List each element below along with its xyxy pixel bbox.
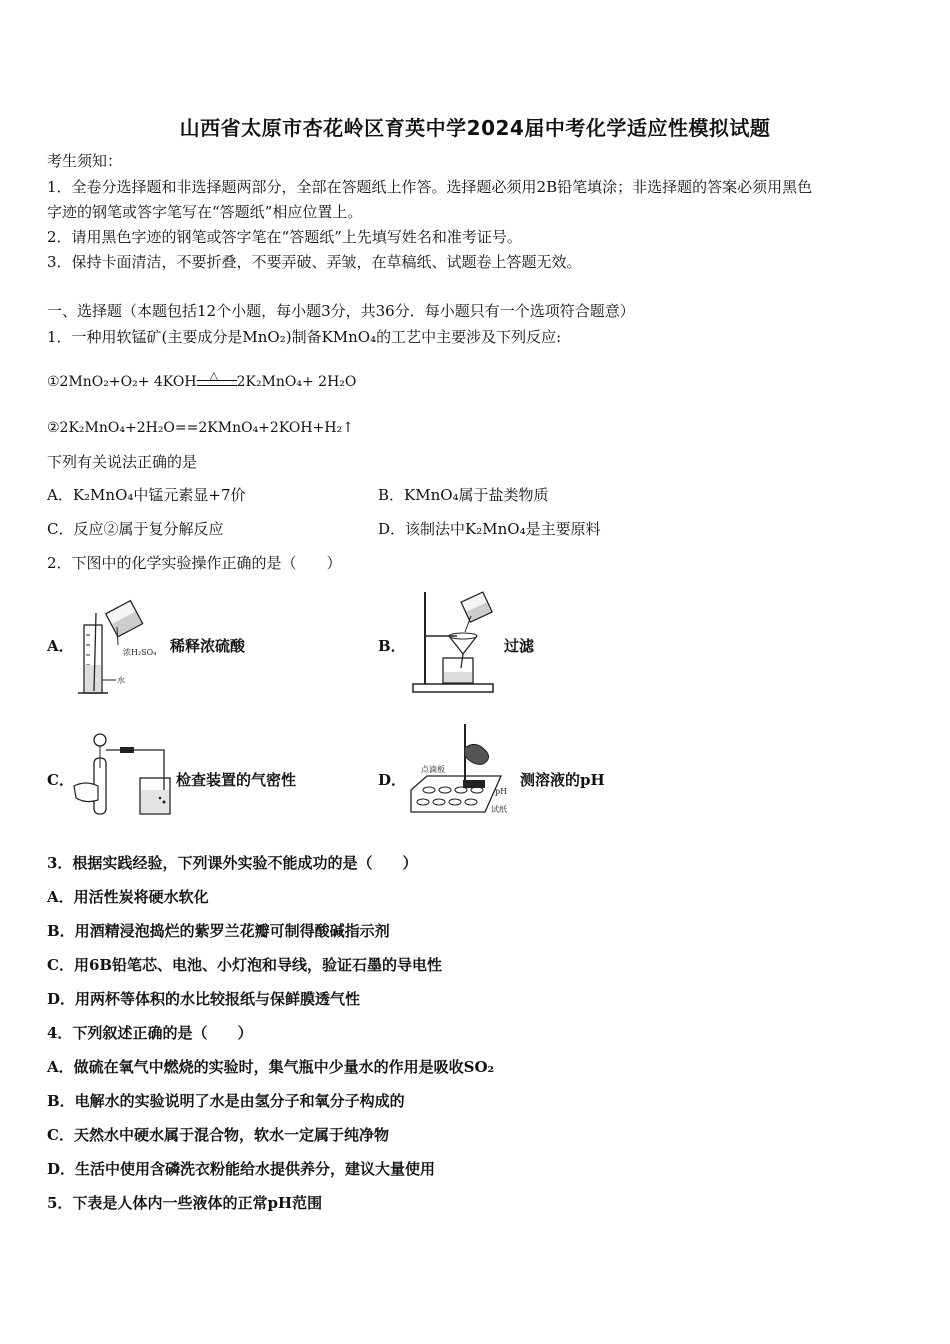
q2-option-b-caption: 过滤 — [504, 637, 535, 655]
label-ph: pH — [495, 787, 508, 796]
q4-option-c: C．天然水中硬水属于混合物，软水一定属于纯净物 — [47, 1126, 389, 1144]
q1-equation-2: ②2K₂MnO₄+2H₂O==2KMnO₄+2KOH+H₂↑ — [47, 420, 354, 436]
airtightness-figure — [72, 728, 172, 820]
q1-stem: 1．一种用软锰矿(主要成分是MnO₂)制备KMnO₄的工艺中主要涉及下列反应: — [47, 328, 562, 346]
q1-prompt: 下列有关说法正确的是 — [47, 453, 198, 471]
heat-condition — [197, 369, 237, 386]
q2-option-a-caption: 稀释浓硫酸 — [170, 637, 246, 655]
q2-option-c-letter: C． — [47, 771, 74, 789]
q3-option-a: A．用活性炭将硬水软化 — [47, 888, 209, 906]
q1-option-a: A．K₂MnO₄中锰元素显+7价 — [47, 486, 246, 504]
q1-option-c: C．反应②属于复分解反应 — [47, 520, 224, 538]
notice-item-3: 3．保持卡面清洁，不要折叠，不要弄破、弄皱，在草稿纸、试题卷上答题无效。 — [47, 253, 582, 271]
q1-equation-1 — [47, 369, 357, 392]
label-concentrated-acid: 浓H₂SO₄ — [123, 648, 157, 657]
q2-option-c-caption: 检查装置的气密性 — [176, 771, 297, 789]
notice-item-1a: 1．全卷分选择题和非选择题两部分，全部在答题纸上作答。选择题必须用2B铅笔填涂；非选择题的答案必须用黑色 — [47, 178, 813, 196]
dilution-figure — [76, 595, 171, 700]
notice-heading: 考生须知： — [47, 152, 123, 170]
q4-option-a: A．做硫在氧气中燃烧的实验时，集气瓶中少量水的作用是吸收SO₂ — [47, 1058, 495, 1076]
label-test-paper: 试纸 — [491, 805, 507, 814]
q4-option-b: B．电解水的实验说明了水是由氢分子和氧分子构成的 — [47, 1092, 405, 1110]
q4-option-d: D．生活中使用含磷洗衣粉能给水提供养分，建议大量使用 — [47, 1160, 436, 1178]
q2-stem: 2．下图中的化学实验操作正确的是（ ） — [47, 554, 342, 572]
notice-item-1b: 字迹的钢笔或答字笔写在“答题纸”相应位置上。 — [47, 203, 363, 221]
q2-option-d-letter: D． — [378, 771, 407, 789]
section-heading: 一、选择题（本题包括12个小题，每小题3分，共36分．每小题只有一个选项符合题意） — [47, 302, 635, 320]
q2-option-d-caption: 测溶液的pH — [520, 771, 605, 789]
label-water: 水 — [117, 676, 125, 685]
page-title: 山西省太原市杏花岭区育英中学2024届中考化学适应性模拟试题 — [179, 116, 771, 140]
q3-option-b: B．用酒精浸泡捣烂的紫罗兰花瓣可制得酸碱指示剂 — [47, 922, 390, 940]
ph-test-figure — [403, 720, 518, 820]
q1-eq1-left: ①2MnO₂+O₂+ 4KOH — [47, 374, 197, 390]
q3-option-c: C．用6B铅笔芯、电池、小灯泡和导线，验证石墨的导电性 — [47, 956, 443, 974]
q1-option-d: D．该制法中K₂MnO₄是主要原料 — [378, 520, 601, 538]
delta-symbol: △ — [209, 369, 219, 382]
q1-option-b: B．KMnO₄属于盐类物质 — [378, 486, 549, 504]
q3-stem: 3．根据实践经验，下列课外实验不能成功的是（ ） — [47, 854, 418, 872]
q2-option-b-letter: B． — [378, 637, 406, 655]
notice-item-2: 2．请用黑色字迹的钢笔或答字笔在“答题纸”上先填写姓名和准考证号。 — [47, 228, 522, 246]
q5-stem: 5．下表是人体内一些液体的正常pH范围 — [47, 1194, 323, 1212]
q2-option-a-letter: A． — [47, 637, 74, 655]
label-spot-plate: 点滴板 — [421, 765, 445, 774]
q4-stem: 4．下列叙述正确的是（ ） — [47, 1024, 253, 1042]
q1-eq1-right: 2K₂MnO₄+ 2H₂O — [236, 374, 357, 390]
q3-option-d: D．用两杯等体积的水比较报纸与保鲜膜透气性 — [47, 990, 361, 1008]
filtration-figure — [405, 588, 500, 698]
